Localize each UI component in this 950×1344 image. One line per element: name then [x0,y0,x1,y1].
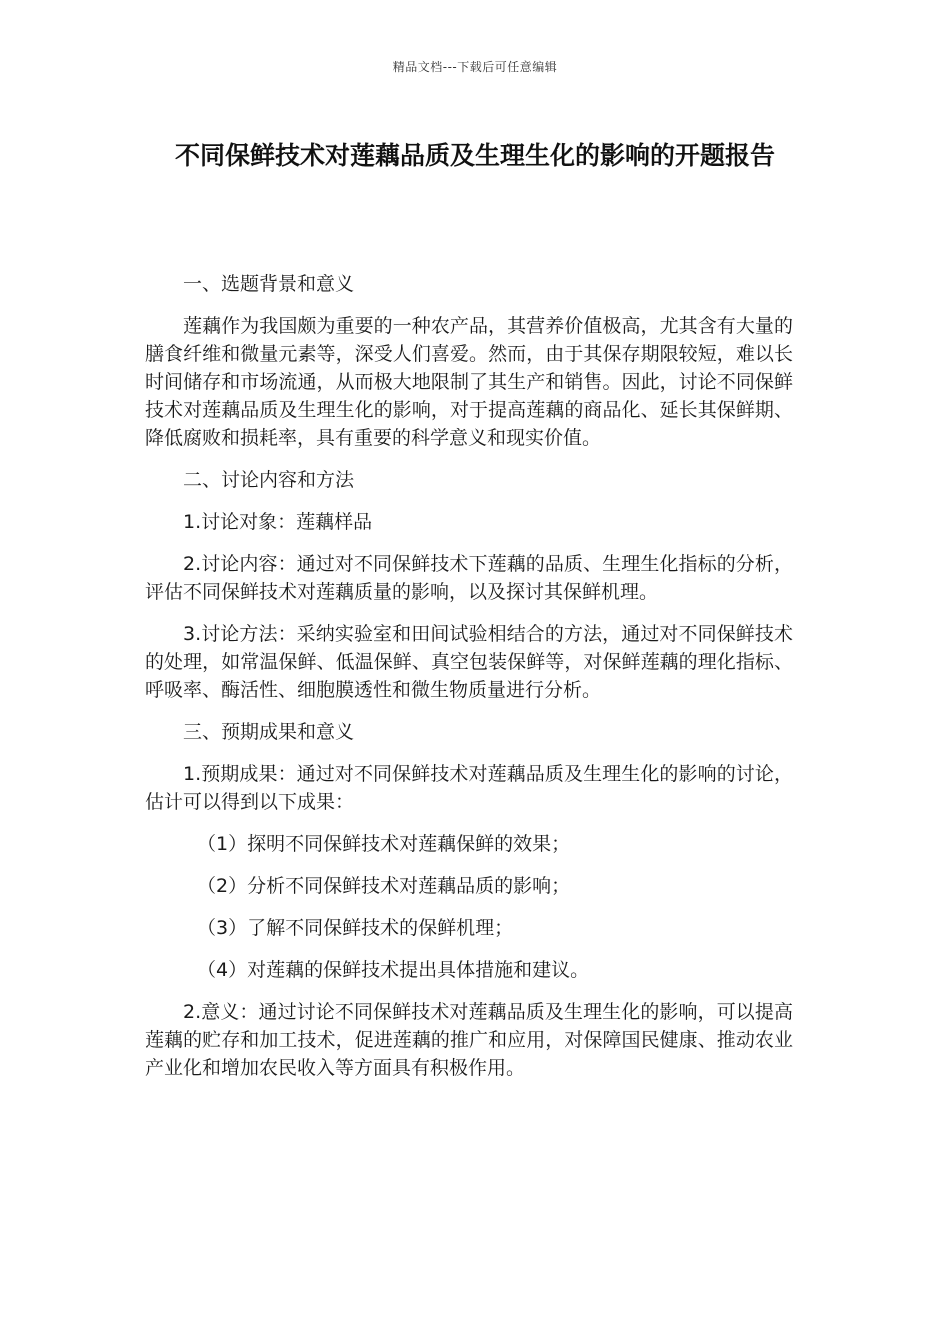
significance-paragraph: 2.意义：通过讨论不同保鲜技术对莲藕品质及生理生化的影响，可以提高莲藕的贮存和加工技术，促进莲藕的推广和应用，对保障国民健康、推动农业产业化和增加农民收入等方面具有积极作用。 [145,1001,793,1079]
header-note: 精品文档---下载后可任意编辑 [392,60,558,74]
research-content-paragraph: 2.讨论内容：通过对不同保鲜技术下莲藕的品质、生理生化指标的分析，评估不同保鲜技术对莲藕质量的影响，以及探讨其保鲜机理。 [145,553,793,603]
background-paragraph: 莲藕作为我国颇为重要的一种农产品，其营养价值极高，尤其含有大量的膳食纤维和微量元素等，深受人们喜爱。然而，由于其保存期限较短，难以长时间储存和市场流通，从而极大地限制了其生产和销售。因此，讨论不同保鲜技术对莲藕品质及生理生化的影响，对于提高莲藕的商品化、延长其保鲜期、降低腐败和损耗率，具有重要的科学意义和现实价值。 [145,315,793,449]
result-item: （3）了解不同保鲜技术的保鲜机理； [197,917,514,939]
document-body [145,270,793,1096]
result-item: （4）对莲藕的保鲜技术提出具体措施和建议。 [197,959,590,981]
research-method-paragraph: 3.讨论方法：采纳实验室和田间试验相结合的方法，通过对不同保鲜技术的处理，如常温保鲜、低温保鲜、真空包装保鲜等，对保鲜莲藕的理化指标、呼吸率、酶活性、细胞膜透性和微生物质量进行分析。 [145,623,793,701]
document-title: 不同保鲜技术对莲藕品质及生理生化的影响的开题报告 [174,141,775,170]
section-heading-background: 一、选题背景和意义 [183,273,355,295]
section-heading-expected-results: 三、预期成果和意义 [183,721,355,743]
research-object-paragraph: 1.讨论对象：莲藕样品 [183,511,373,533]
expected-results-paragraph: 1.预期成果：通过对不同保鲜技术对莲藕品质及生理生化的影响的讨论，估计可以得到以下成果： [145,763,793,813]
section-heading-content-methods: 二、讨论内容和方法 [183,469,355,491]
result-item: （2）分析不同保鲜技术对莲藕品质的影响； [197,875,571,897]
result-item: （1）探明不同保鲜技术对莲藕保鲜的效果； [197,833,571,855]
